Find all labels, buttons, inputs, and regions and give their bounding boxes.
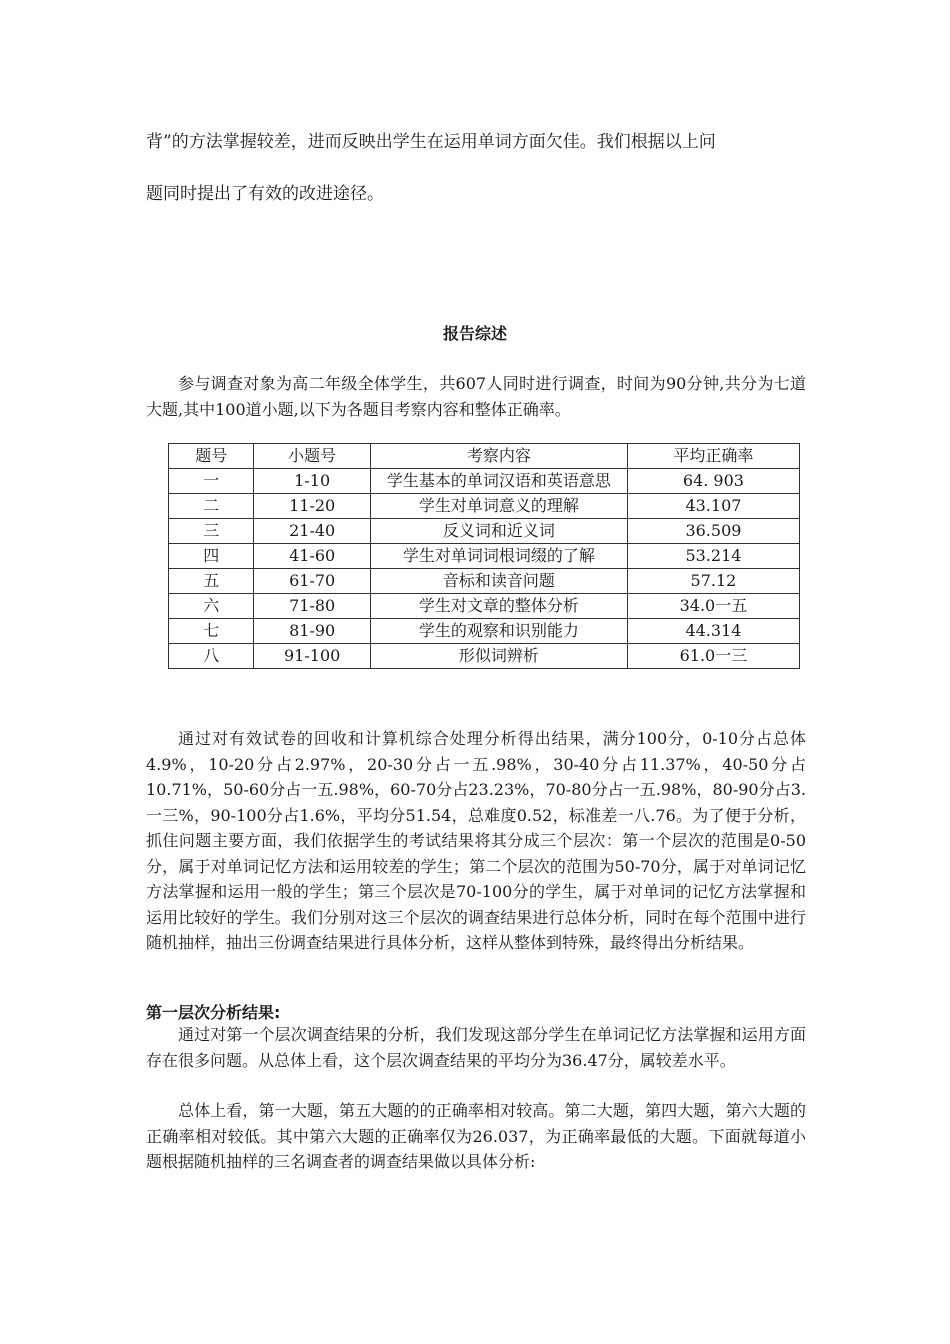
cell-content: 反义词和近义词 [370, 519, 627, 544]
cell-range: 11-20 [254, 494, 370, 519]
level1-paragraph-1: 通过对第一个层次调查结果的分析，我们发现这部分学生在单词记忆方法掌握和运用方面存在很多问题。从总体上看，这个层次调查结果的平均分为36.47分，属较差水平。 [146, 1025, 806, 1070]
cell-rate: 57.12 [627, 569, 799, 594]
cell-rate: 61.0一三 [627, 644, 799, 669]
survey-paragraph: 参与调查对象为高二年级全体学生，共607人同时进行调查，时间为90分钟,共分为七道大题,其中100道小题,以下为各题目考察内容和整体正确率。 [146, 374, 806, 419]
cell-rate: 36.509 [627, 519, 799, 544]
table-row [169, 469, 800, 494]
level1-heading: 第一层次分析结果: [146, 1003, 281, 1022]
header-num: 题号 [169, 444, 254, 469]
header-rate: 平均正确率 [627, 444, 799, 469]
cell-num: 一 [169, 469, 254, 494]
intro-line-1: 背”的方法掌握较差，进而反映出学生在运用单词方面欠佳。我们根据以上问 [146, 132, 716, 152]
cell-content: 学生对文章的整体分析 [370, 594, 627, 619]
cell-content: 学生对单词意义的理解 [370, 494, 627, 519]
table-row [169, 619, 800, 644]
cell-range: 81-90 [254, 619, 370, 644]
header-range: 小题号 [254, 444, 370, 469]
question-table [168, 443, 800, 669]
cell-range: 21-40 [254, 519, 370, 544]
cell-num: 三 [169, 519, 254, 544]
cell-rate: 34.0一五 [627, 594, 799, 619]
table-row [169, 519, 800, 544]
table-header-row [169, 444, 800, 469]
results-paragraph: 通过对有效试卷的回收和计算机综合处理分析得出结果，满分100分，0-10分占总体4.9%，10-20分占2.97%，20-30分占一五.98%，30-40分占11.37%，40-50分占10.71%，50-60分占一五.98%，60-70分占23.23%，70-80分占一五.98%，80-90分占3.一三%，90-100分占1.6%，平均分51.54，总难度0.52，标准差一八.76。为了便于分析，抓住问题主要方面，我们依据学生的考试结果将其分成三个层次：第一个层次的范围是0-50分，属于对单词记忆方法和运用较差的学生；第二个层次的范围为50-70分，属于对单词记忆方法掌握和运用一般的学生；第三个层次是70-100分的学生，属于对单词的记忆方法掌握和运用比较好的学生。我们分别对这三个层次的调查结果进行总体分析，同时在每个范围中进行随机抽样，抽出三份调查结果进行具体分析，这样从整体到特殊，最终得出分析结果。 [146, 729, 806, 952]
cell-content: 学生对单词词根词缀的了解 [370, 544, 627, 569]
table-row [169, 544, 800, 569]
cell-num: 二 [169, 494, 254, 519]
cell-content: 形似词辨析 [370, 644, 627, 669]
table-row [169, 494, 800, 519]
cell-rate: 43.107 [627, 494, 799, 519]
cell-rate: 53.214 [627, 544, 799, 569]
cell-num: 四 [169, 544, 254, 569]
cell-rate: 44.314 [627, 619, 799, 644]
cell-range: 41-60 [254, 544, 370, 569]
table-row [169, 594, 800, 619]
cell-range: 71-80 [254, 594, 370, 619]
cell-content: 学生的观察和识别能力 [370, 619, 627, 644]
header-content: 考察内容 [370, 444, 627, 469]
cell-num: 七 [169, 619, 254, 644]
cell-range: 91-100 [254, 644, 370, 669]
table-row [169, 569, 800, 594]
table-row [169, 644, 800, 669]
cell-num: 八 [169, 644, 254, 669]
cell-content: 音标和读音问题 [370, 569, 627, 594]
report-title: 报告综述 [442, 324, 507, 343]
intro-line-2: 题同时提出了有效的改进途径。 [146, 184, 384, 204]
level1-paragraph-2: 总体上看，第一大题，第五大题的的正确率相对较高。第二大题，第四大题，第六大题的正确率相对较低。其中第六大题的正确率仅为26.037，为正确率最低的大题。下面就每道小题根据随机抽样的三名调查者的调查结果做以具体分析: [146, 1101, 806, 1171]
cell-content: 学生基本的单词汉语和英语意思 [370, 469, 627, 494]
cell-rate: 64. 903 [627, 469, 799, 494]
cell-num: 五 [169, 569, 254, 594]
cell-range: 1-10 [254, 469, 370, 494]
cell-range: 61-70 [254, 569, 370, 594]
cell-num: 六 [169, 594, 254, 619]
